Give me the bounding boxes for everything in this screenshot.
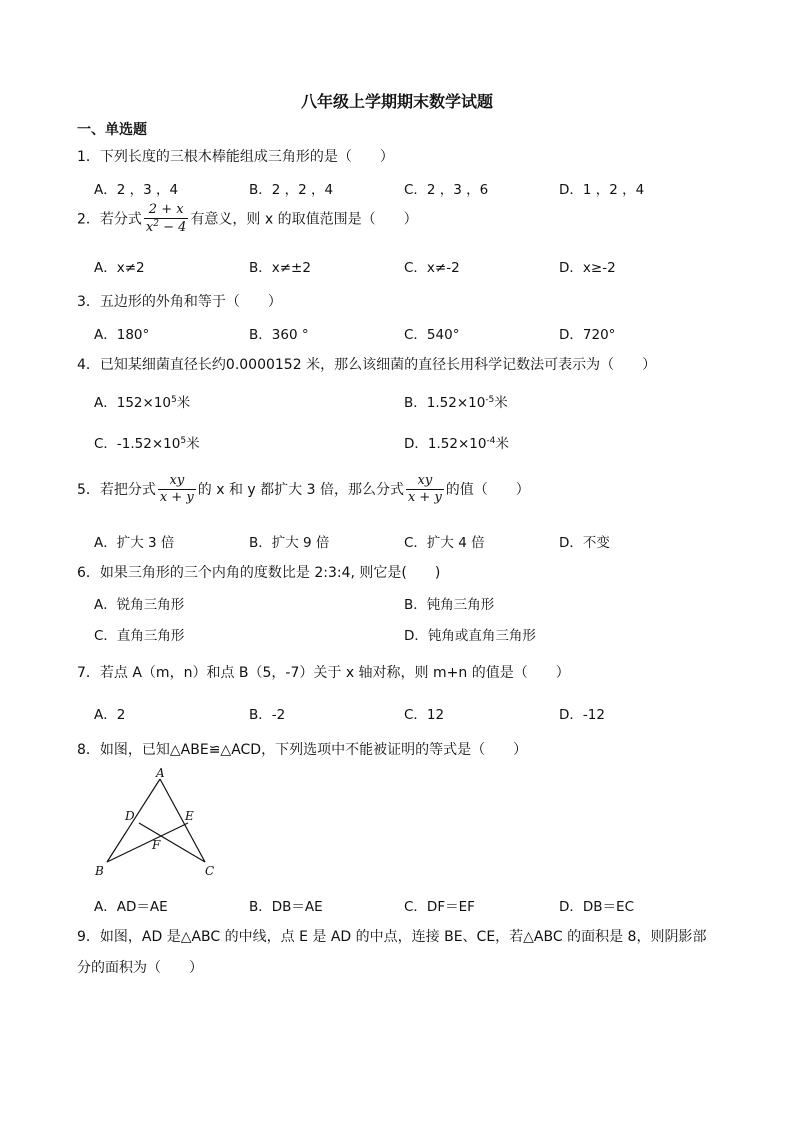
q7-option-d[interactable]: D．-12 bbox=[559, 707, 605, 723]
q7-option-c[interactable]: C．12 bbox=[404, 707, 445, 723]
label-f: F bbox=[152, 838, 161, 852]
question-9-stem-line1: 9．如图，AD 是△ABC 的中线，点 E 是 AD 的中点，连接 BE、CE，若△ABC 的面积是 8，则阴影部 bbox=[77, 929, 707, 945]
q7-option-b[interactable]: B．-2 bbox=[249, 707, 286, 723]
q1-option-d[interactable]: D．1 ，2 ，4 bbox=[559, 182, 645, 198]
section-heading: 一、单选题 bbox=[77, 122, 147, 138]
q8-option-d[interactable]: D．DB＝EC bbox=[559, 899, 635, 915]
q8-option-b[interactable]: B．DB＝AE bbox=[249, 899, 323, 915]
q4-option-b[interactable]: B．$1.52\times 10^{-5}$米 bbox=[404, 395, 508, 411]
label-b: B bbox=[95, 864, 104, 878]
q6-option-d[interactable]: D．钝角或直角三角形 bbox=[404, 628, 536, 644]
q5-option-b[interactable]: B．扩大 9 倍 bbox=[249, 535, 330, 551]
question-8-stem: 8．如图，已知△ABE≌△ACD，下列选项中不能被证明的等式是（ ） bbox=[77, 742, 528, 758]
label-d: D bbox=[125, 809, 135, 823]
q2-option-d[interactable]: D．x≥-2 bbox=[559, 260, 616, 276]
q5-fraction-2: $\frac{xy}{x + y}$ bbox=[407, 473, 442, 506]
q3-option-b[interactable]: B．360 ° bbox=[249, 327, 309, 343]
q5-fraction-1: $\frac{xy}{x + y}$ bbox=[159, 473, 194, 506]
q6-option-c[interactable]: C．直角三角形 bbox=[94, 628, 185, 644]
q5-option-a[interactable]: A．扩大 3 倍 bbox=[94, 535, 175, 551]
q1-option-b[interactable]: B．2 ，2 ，4 bbox=[249, 182, 334, 198]
page-title: 八年级上学期期末数学试题 bbox=[300, 92, 493, 111]
q3-option-a[interactable]: A．180° bbox=[94, 327, 150, 343]
label-e: E bbox=[185, 809, 194, 823]
q6-option-a[interactable]: A．锐角三角形 bbox=[94, 597, 185, 613]
q2-stem-post: 有意义，则 x 的取值范围是（ ） bbox=[190, 211, 418, 228]
q1-option-c[interactable]: C．2 ，3 ，6 bbox=[404, 182, 489, 198]
q8-option-c[interactable]: C．DF＝EF bbox=[404, 899, 475, 915]
triangle-figure bbox=[94, 765, 218, 881]
q3-option-d[interactable]: D．720° bbox=[559, 327, 616, 343]
q2-fraction-denominator: $x^2 - 4$ bbox=[145, 219, 187, 236]
q2-fraction bbox=[144, 202, 189, 237]
question-7-stem: 7．若点 A（m，n）和点 B（5，-7）关于 x 轴对称，则 m+n 的值是（ ） bbox=[77, 665, 570, 681]
q2-option-a[interactable]: A．x≠2 bbox=[94, 260, 145, 276]
q4-option-c[interactable]: C．$-1.52\times 10^5$米 bbox=[94, 436, 200, 452]
q8-option-a[interactable]: A．AD＝AE bbox=[94, 899, 168, 915]
question-6-stem: 6．如果三角形的三个内角的度数比是 2:3:4, 则它是( ) bbox=[77, 565, 441, 581]
q6-option-b[interactable]: B．钝角三角形 bbox=[404, 597, 495, 613]
question-3-stem: 3．五边形的外角和等于（ ） bbox=[77, 294, 282, 310]
question-1-stem: 1．下列长度的三根木棒能组成三角形的是（ ） bbox=[77, 149, 394, 165]
question-5-stem: 5．若把分式 $\frac{xy}{x + y}$ 的 x 和 y 都扩大 3 倍，那么分式 $\frac{xy}{x + y}$ 的值（ ） bbox=[77, 473, 530, 506]
q5-option-c[interactable]: C．扩大 4 倍 bbox=[404, 535, 485, 551]
question-4-stem: 4．已知某细菌直径长约0.0000152 米，那么该细菌的直径长用科学记数法可表示为（ ） bbox=[77, 357, 657, 373]
q1-option-a[interactable]: A．2 ，3 ，4 bbox=[94, 182, 179, 198]
question-2-stem bbox=[77, 202, 418, 237]
q2-option-b[interactable]: B．x≠±2 bbox=[249, 260, 311, 276]
q4-option-a[interactable]: A．$152\times 10^5$米 bbox=[94, 395, 191, 411]
q3-option-c[interactable]: C．540° bbox=[404, 327, 460, 343]
label-a: A bbox=[156, 766, 165, 780]
label-c: C bbox=[205, 864, 215, 878]
q5-option-d[interactable]: D．不变 bbox=[559, 535, 610, 551]
question-9-stem-line2: 分的面积为（ ） bbox=[77, 960, 203, 976]
q4-option-d[interactable]: D．$1.52\times 10^{-4}$米 bbox=[404, 436, 509, 452]
q2-fraction-numerator: 2 + x bbox=[144, 202, 189, 219]
q7-option-a[interactable]: A．2 bbox=[94, 707, 126, 723]
q2-option-c[interactable]: C．x≠-2 bbox=[404, 260, 460, 276]
q2-stem-pre: 2．若分式 bbox=[77, 211, 142, 228]
